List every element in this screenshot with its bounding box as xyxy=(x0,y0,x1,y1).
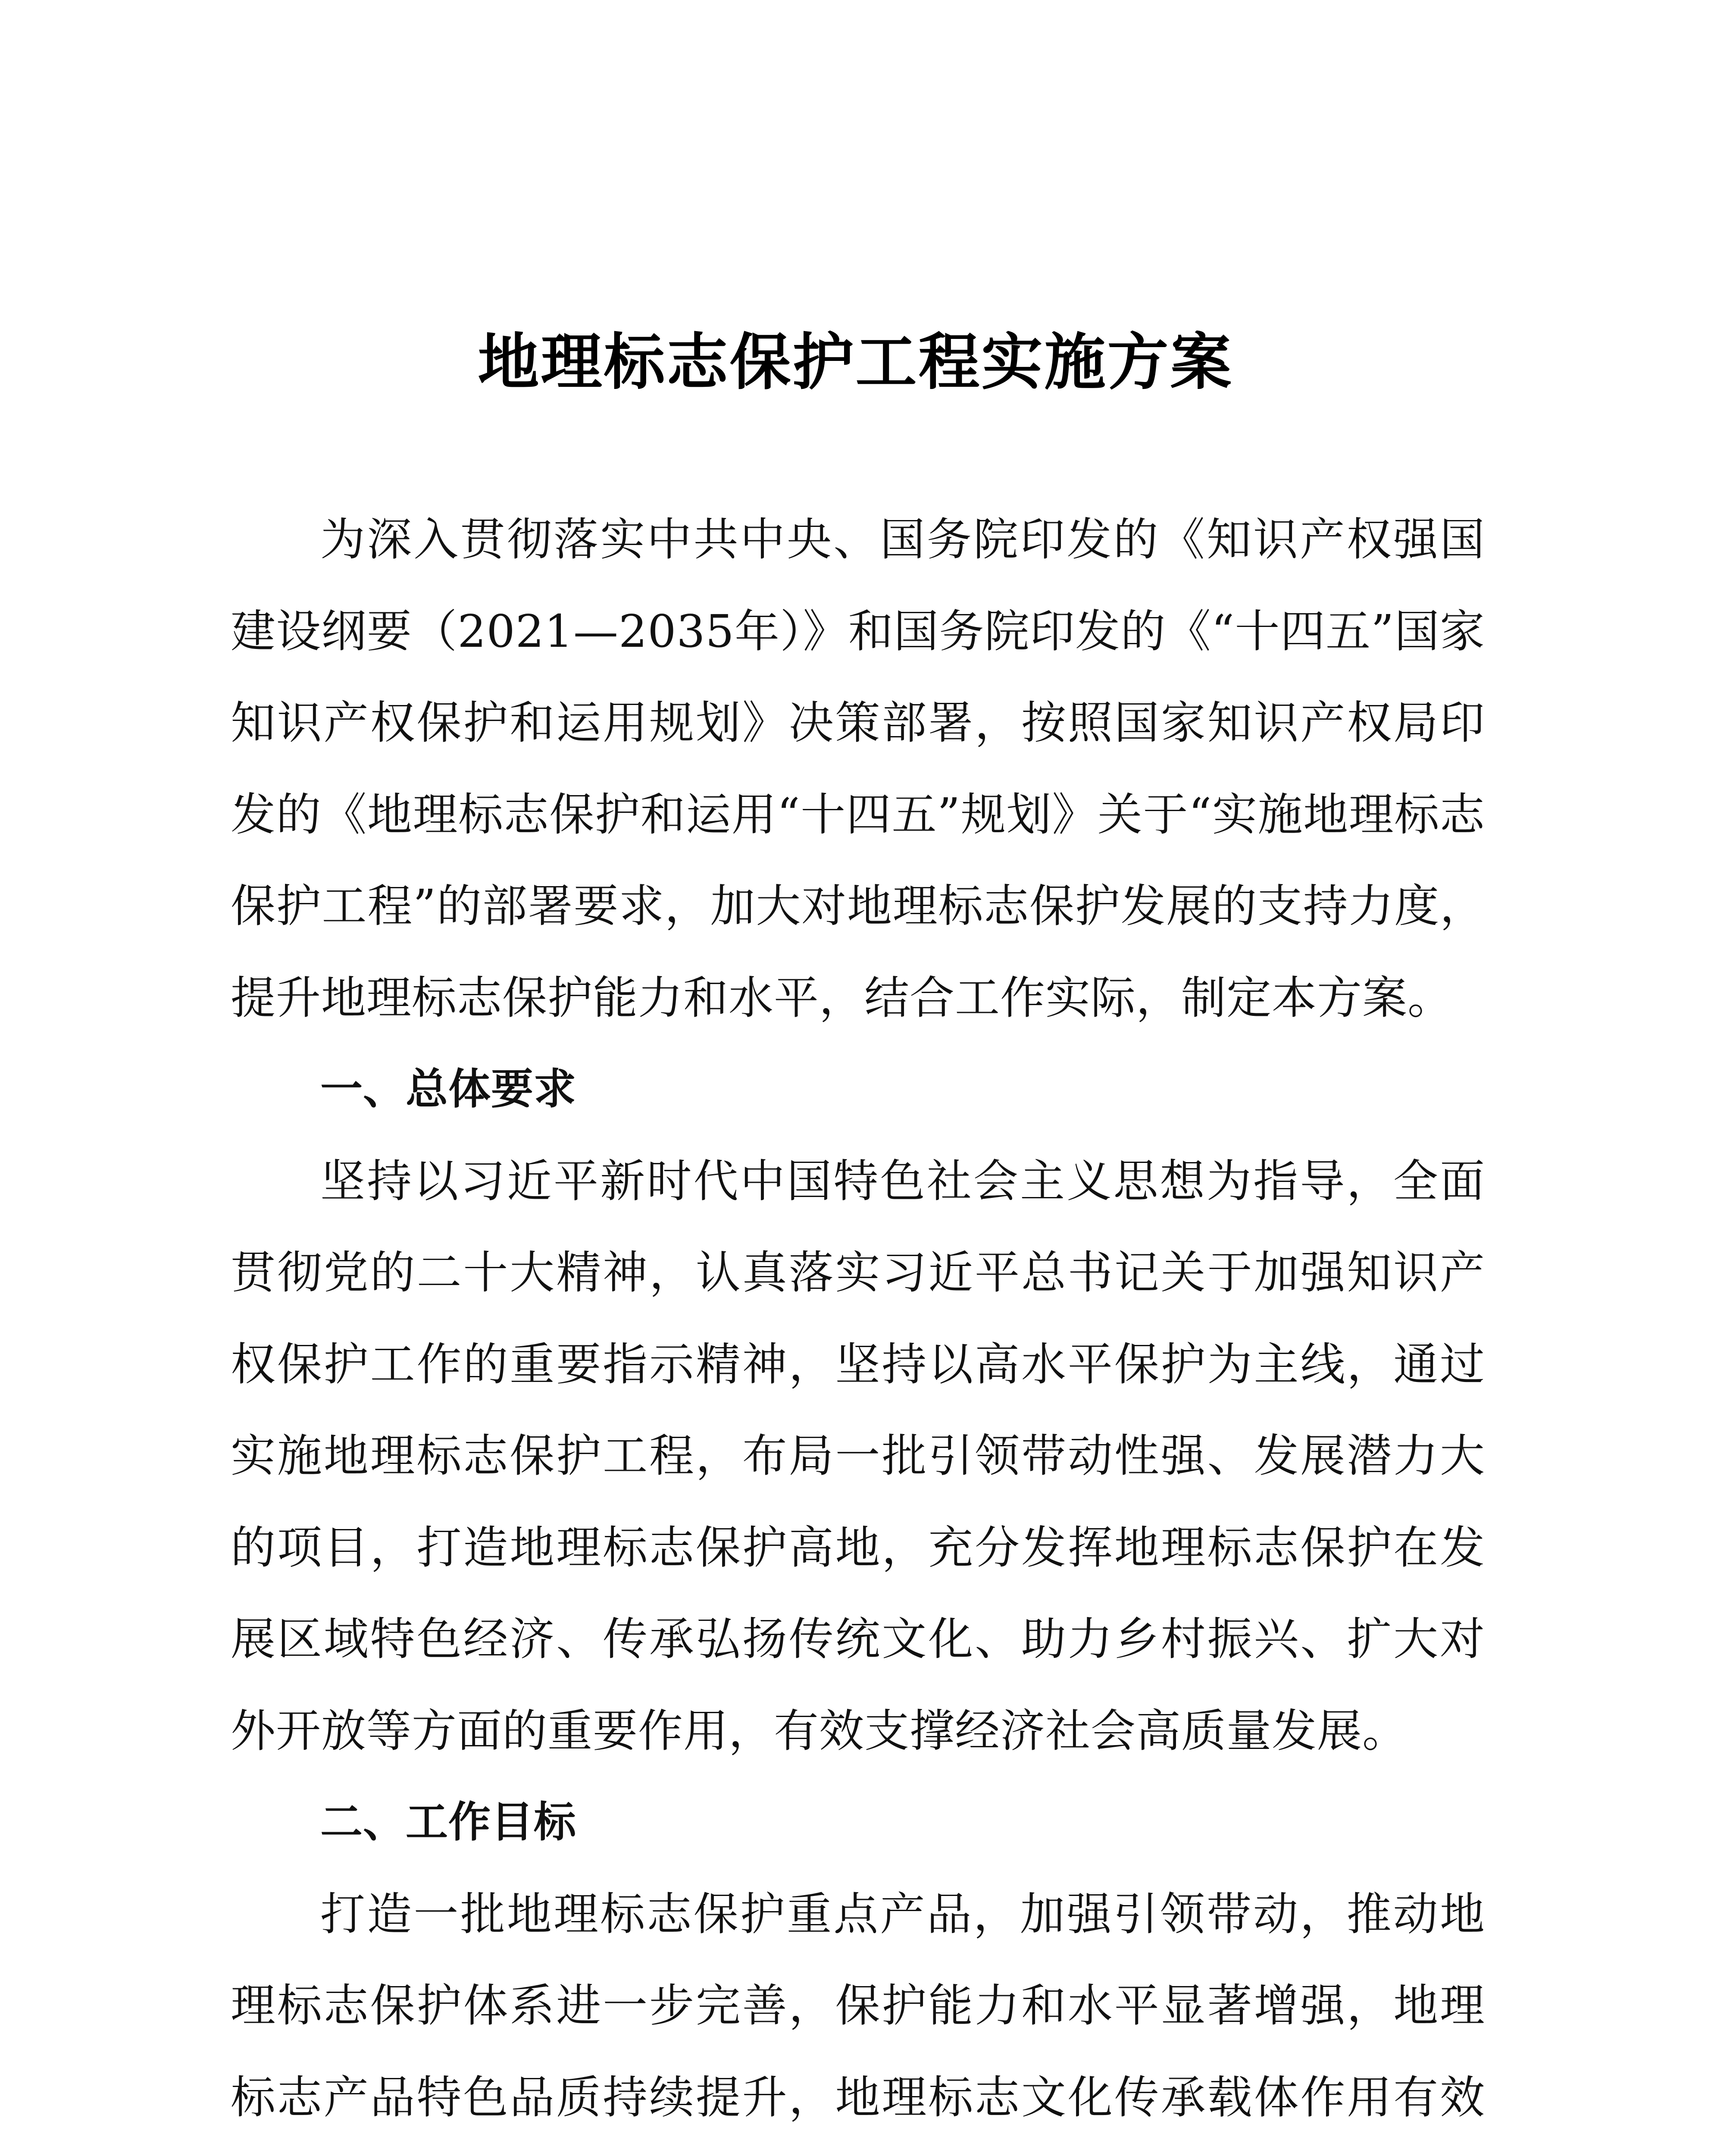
section-heading-general-requirements: 一、总体要求 xyxy=(320,1065,577,1114)
document-title: 地理标志保护工程实施方案 xyxy=(478,326,1233,398)
work-goals-paragraph: 打造一批地理标志保护重点产品，加强引领带动，推动地理标志保护体系进一步完善，保护能力和水平显著增强，地理标志产品特色品质持续提升，地理标志文化传承载体作用有效 xyxy=(231,1887,1485,2124)
intro-paragraph: 为深入贯彻落实中共中央、国务院印发的《知识产权强国建设纲要（2021—2035年）》和国务院印发的《“十四五”国家知识产权保护和运用规划》决策部署，按照国家知识产权局印发的《地理标志保护和运用“十四五”规划》关于“实施地理标志保护工程”的部署要求，加大对地理标志保护发展的支持力度，提升地理标志保护能力和水平，结合工作实际，制定本方案。 xyxy=(231,513,1485,1024)
general-requirements-paragraph: 坚持以习近平新时代中国特色社会主义思想为指导，全面贯彻党的二十大精神，认真落实习近平总书记关于加强知识产权保护工作的重要指示精神，坚持以高水平保护为主线，通过实施地理标志保护工程，布局一批引领带动性强、发展潜力大的项目，打造地理标志保护高地，充分发挥地理标志保护在发展区域特色经济、传承弘扬传统文化、助力乡村振兴、扩大对外开放等方面的重要作用，有效支撑经济社会高质量发展。 xyxy=(231,1154,1485,1757)
section-heading-work-goals: 二、工作目标 xyxy=(320,1798,577,1847)
document-body xyxy=(231,494,1485,2156)
